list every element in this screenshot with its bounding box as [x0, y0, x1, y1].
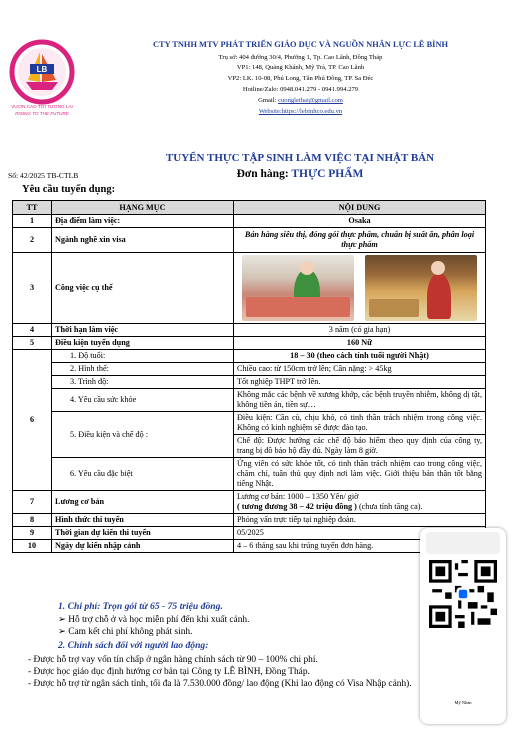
page-title: TUYỂN THỰC TẬP SINH LÀM VIỆC TẠI NHẬT BẢN	[165, 152, 435, 164]
table-row	[13, 253, 486, 324]
benefit-no-extra-cost: Cam kết chi phí không phát sinh.	[68, 627, 193, 637]
qr-code[interactable]	[429, 560, 497, 628]
row-item: Công việc cụ thể	[52, 253, 234, 324]
gmail-label: Gmail:	[258, 97, 279, 104]
row-item: Hình thức thi tuyển	[52, 514, 234, 527]
col-tt: TT	[13, 201, 52, 215]
sub-content-health: Không mắc các bệnh về xương khớp, các bệnh truyền nhiễm, không dị tật, không tiền án, tiền sự…	[234, 389, 486, 412]
order-value: THỰC PHẨM	[291, 168, 364, 180]
svg-text:LB: LB	[36, 65, 48, 74]
salary-content	[234, 491, 486, 514]
table-row	[13, 324, 486, 337]
gmail-link[interactable]: cuonglethai@gmail.com	[278, 97, 343, 104]
sub-content-benefits: Chế độ: Được hưởng các chế độ bảo hiểm theo quy định của công ty, trang bị đồ bảo hộ đầy đủ. Ngày làm 8 giờ.	[234, 435, 486, 458]
website-link[interactable]: https://lebinhco.edu.vn	[281, 108, 343, 115]
photo-meat-counter	[242, 255, 354, 321]
row-number: 4	[13, 324, 52, 337]
table-row	[13, 350, 486, 363]
requirements-heading: Yêu cầu tuyển dụng:	[22, 184, 116, 195]
qr-card-header	[426, 532, 500, 554]
row-item: Điều kiện tuyển dụng	[52, 337, 234, 350]
benefit-housing: Hỗ trợ chỗ ở và học miễn phí đến khi xuất cảnh.	[68, 615, 250, 625]
row-number: 1	[13, 215, 52, 228]
company-logo	[6, 38, 78, 126]
table-row	[13, 527, 486, 540]
col-content: NỘI DUNG	[234, 201, 486, 215]
row-number: 8	[13, 514, 52, 527]
row-content: 05/2025	[234, 527, 486, 540]
order-line	[150, 168, 450, 180]
table-row	[13, 514, 486, 527]
cost-heading-text: Chi phí: Trọn gói từ 65 - 75 triệu đồng.	[67, 601, 223, 612]
row-number: 10	[13, 540, 52, 553]
policy-heading-text: Chính sách đối với người lao động:	[67, 640, 209, 651]
table-row	[13, 363, 486, 376]
row-number: 2	[13, 228, 52, 253]
row-content: 160 Nữ	[234, 337, 486, 350]
col-item: HẠNG MỤC	[52, 201, 234, 215]
policy-heading	[58, 640, 208, 652]
row-content: 3 năm (có gia hạn)	[234, 324, 486, 337]
table-row	[13, 389, 486, 412]
table-header-row	[13, 201, 486, 215]
sub-content-special: Ứng viên có sức khỏe tốt, có tinh thần trách nhiệm cao trong công việc, chăm chỉ, tuân thủ quy định nơi làm việc. Giới thiệu bản thân tốt bằng tiếng Nhật.	[234, 458, 486, 491]
row-item: Ngày dự kiến nhập cảnh	[52, 540, 234, 553]
sub-item-body: 2. Hình thể:	[52, 363, 234, 376]
sub-content-body: Chiều cao: từ 150cm trở lên; Cân nặng: > 45kg	[234, 363, 486, 376]
sub-item-education: 3. Trình độ:	[52, 376, 234, 389]
arrow-icon: ➢	[58, 627, 66, 637]
cost-heading	[58, 601, 223, 613]
order-label: Đơn hàng:	[236, 168, 292, 180]
table-row	[13, 376, 486, 389]
salary-line: Lương cơ bản: 1000 – 1350 Yên/ giờ	[237, 492, 359, 501]
table-row	[13, 337, 486, 350]
table-row	[13, 540, 486, 553]
row-content: Osaka	[234, 215, 486, 228]
table-row	[13, 228, 486, 253]
table-row	[13, 491, 486, 514]
address-vp1: VP1: 148, Quảng Khánh, Mỹ Trà, TP. Cao Lãnh	[236, 64, 365, 71]
row-number: 7	[13, 491, 52, 514]
photo-grocery-shelf	[365, 255, 477, 321]
row-content: 4 – 6 tháng sau khi trúng tuyển đơn hàng.	[234, 540, 486, 553]
row-number: 6	[13, 350, 52, 491]
logo-slogan: RISING TO THE FUTURE	[15, 111, 69, 116]
sub-content-conditions: Điều kiện: Cần cù, chịu khó, có tinh thần trách nhiệm trong công việc. Không có kinh nghiệm sẽ được đào tạo.	[234, 412, 486, 435]
hotline: Hotline/Zalo: 0948.041.279 - 0941.994.279	[242, 86, 359, 93]
sub-item-conditions: 5. Điều kiện và chế độ :	[52, 412, 234, 458]
row-number: 9	[13, 527, 52, 540]
website-line	[88, 107, 513, 117]
requirements-table	[12, 200, 486, 553]
sub-item-age: 1. Độ tuổi:	[52, 350, 234, 363]
salary-equivalent	[237, 502, 482, 512]
address-main: Trụ sở: 404 đường 30/4, Phường 1, Tp. Cao Lãnh, Đồng Tháp	[218, 54, 383, 61]
cost-heading-number: 1.	[58, 601, 66, 612]
table-row	[13, 215, 486, 228]
row-item: Địa điểm làm việc:	[52, 215, 234, 228]
sub-item-special: 6. Yêu cầu đặc biệt	[52, 458, 234, 491]
salary-vnd: ( tương đương 38 – 42 triệu đồng )	[237, 502, 357, 511]
row-item: Lương cơ bản	[52, 491, 234, 514]
row-number: 3	[13, 253, 52, 324]
row-content: Phỏng vấn trực tiếp tại nghiệp đoàn.	[234, 514, 486, 527]
table-row	[13, 458, 486, 491]
sub-item-health: 4. Yêu cầu sức khỏe	[52, 389, 234, 412]
arrow-icon: ➢	[58, 615, 66, 625]
row-item: Ngành nghề xin visa	[52, 228, 234, 253]
row-number: 5	[13, 337, 52, 350]
salary-note: (chưa tính tăng ca).	[356, 502, 423, 511]
policy-subsidy: - Được hỗ trợ từ ngân sách tỉnh, tối đa là 7.530.000 đồng/ lao động (Khi lao động có Visa Nhập cảnh).	[28, 679, 412, 689]
sub-content-age: 18 – 30 (theo cách tính tuổi người Nhật)	[234, 350, 486, 363]
company-name: CTY TNHH MTV PHÁT TRIỂN GIÁO DỤC VÀ NGUỒN NHÂN LỰC LÊ BÌNH	[152, 40, 449, 49]
table-row	[13, 412, 486, 435]
address-vp2: VP2: LK. 10-08, Phú Long, Tân Phú Đông, TP. Sa Đéc	[227, 75, 374, 82]
logo-tagline: VƯƠN CAO TỚI TƯƠNG LAI	[11, 104, 73, 109]
gmail-line	[88, 96, 513, 106]
policy-training: - Được học giáo dục định hướng cơ bản tại Công ty LÊ BÌNH, Đồng Tháp.	[28, 667, 310, 677]
list-item	[58, 626, 192, 637]
job-photos	[234, 253, 486, 324]
qr-owner-name: Mỹ Nhàn	[454, 700, 472, 705]
policy-loan: - Được hỗ trợ vay vốn tín chấp ở ngân hàng chính sách từ 90 – 100% chi phí.	[28, 655, 318, 665]
document-number: Số: 42/2025 TB-CTLB	[8, 171, 79, 180]
policy-heading-number: 2.	[58, 640, 66, 651]
row-item: Thời gian dự kiến thi tuyển	[52, 527, 234, 540]
website-label: Website:	[258, 108, 282, 115]
row-content: Bán hàng siêu thị, đóng gói thực phẩm, chuẩn bị suất ăn, phân loại thực phẩm	[234, 228, 486, 253]
list-item	[58, 614, 249, 625]
qr-card[interactable]	[420, 528, 506, 724]
sub-content-education: Tốt nghiệp THPT trở lên.	[234, 376, 486, 389]
row-item: Thời hạn làm việc	[52, 324, 234, 337]
